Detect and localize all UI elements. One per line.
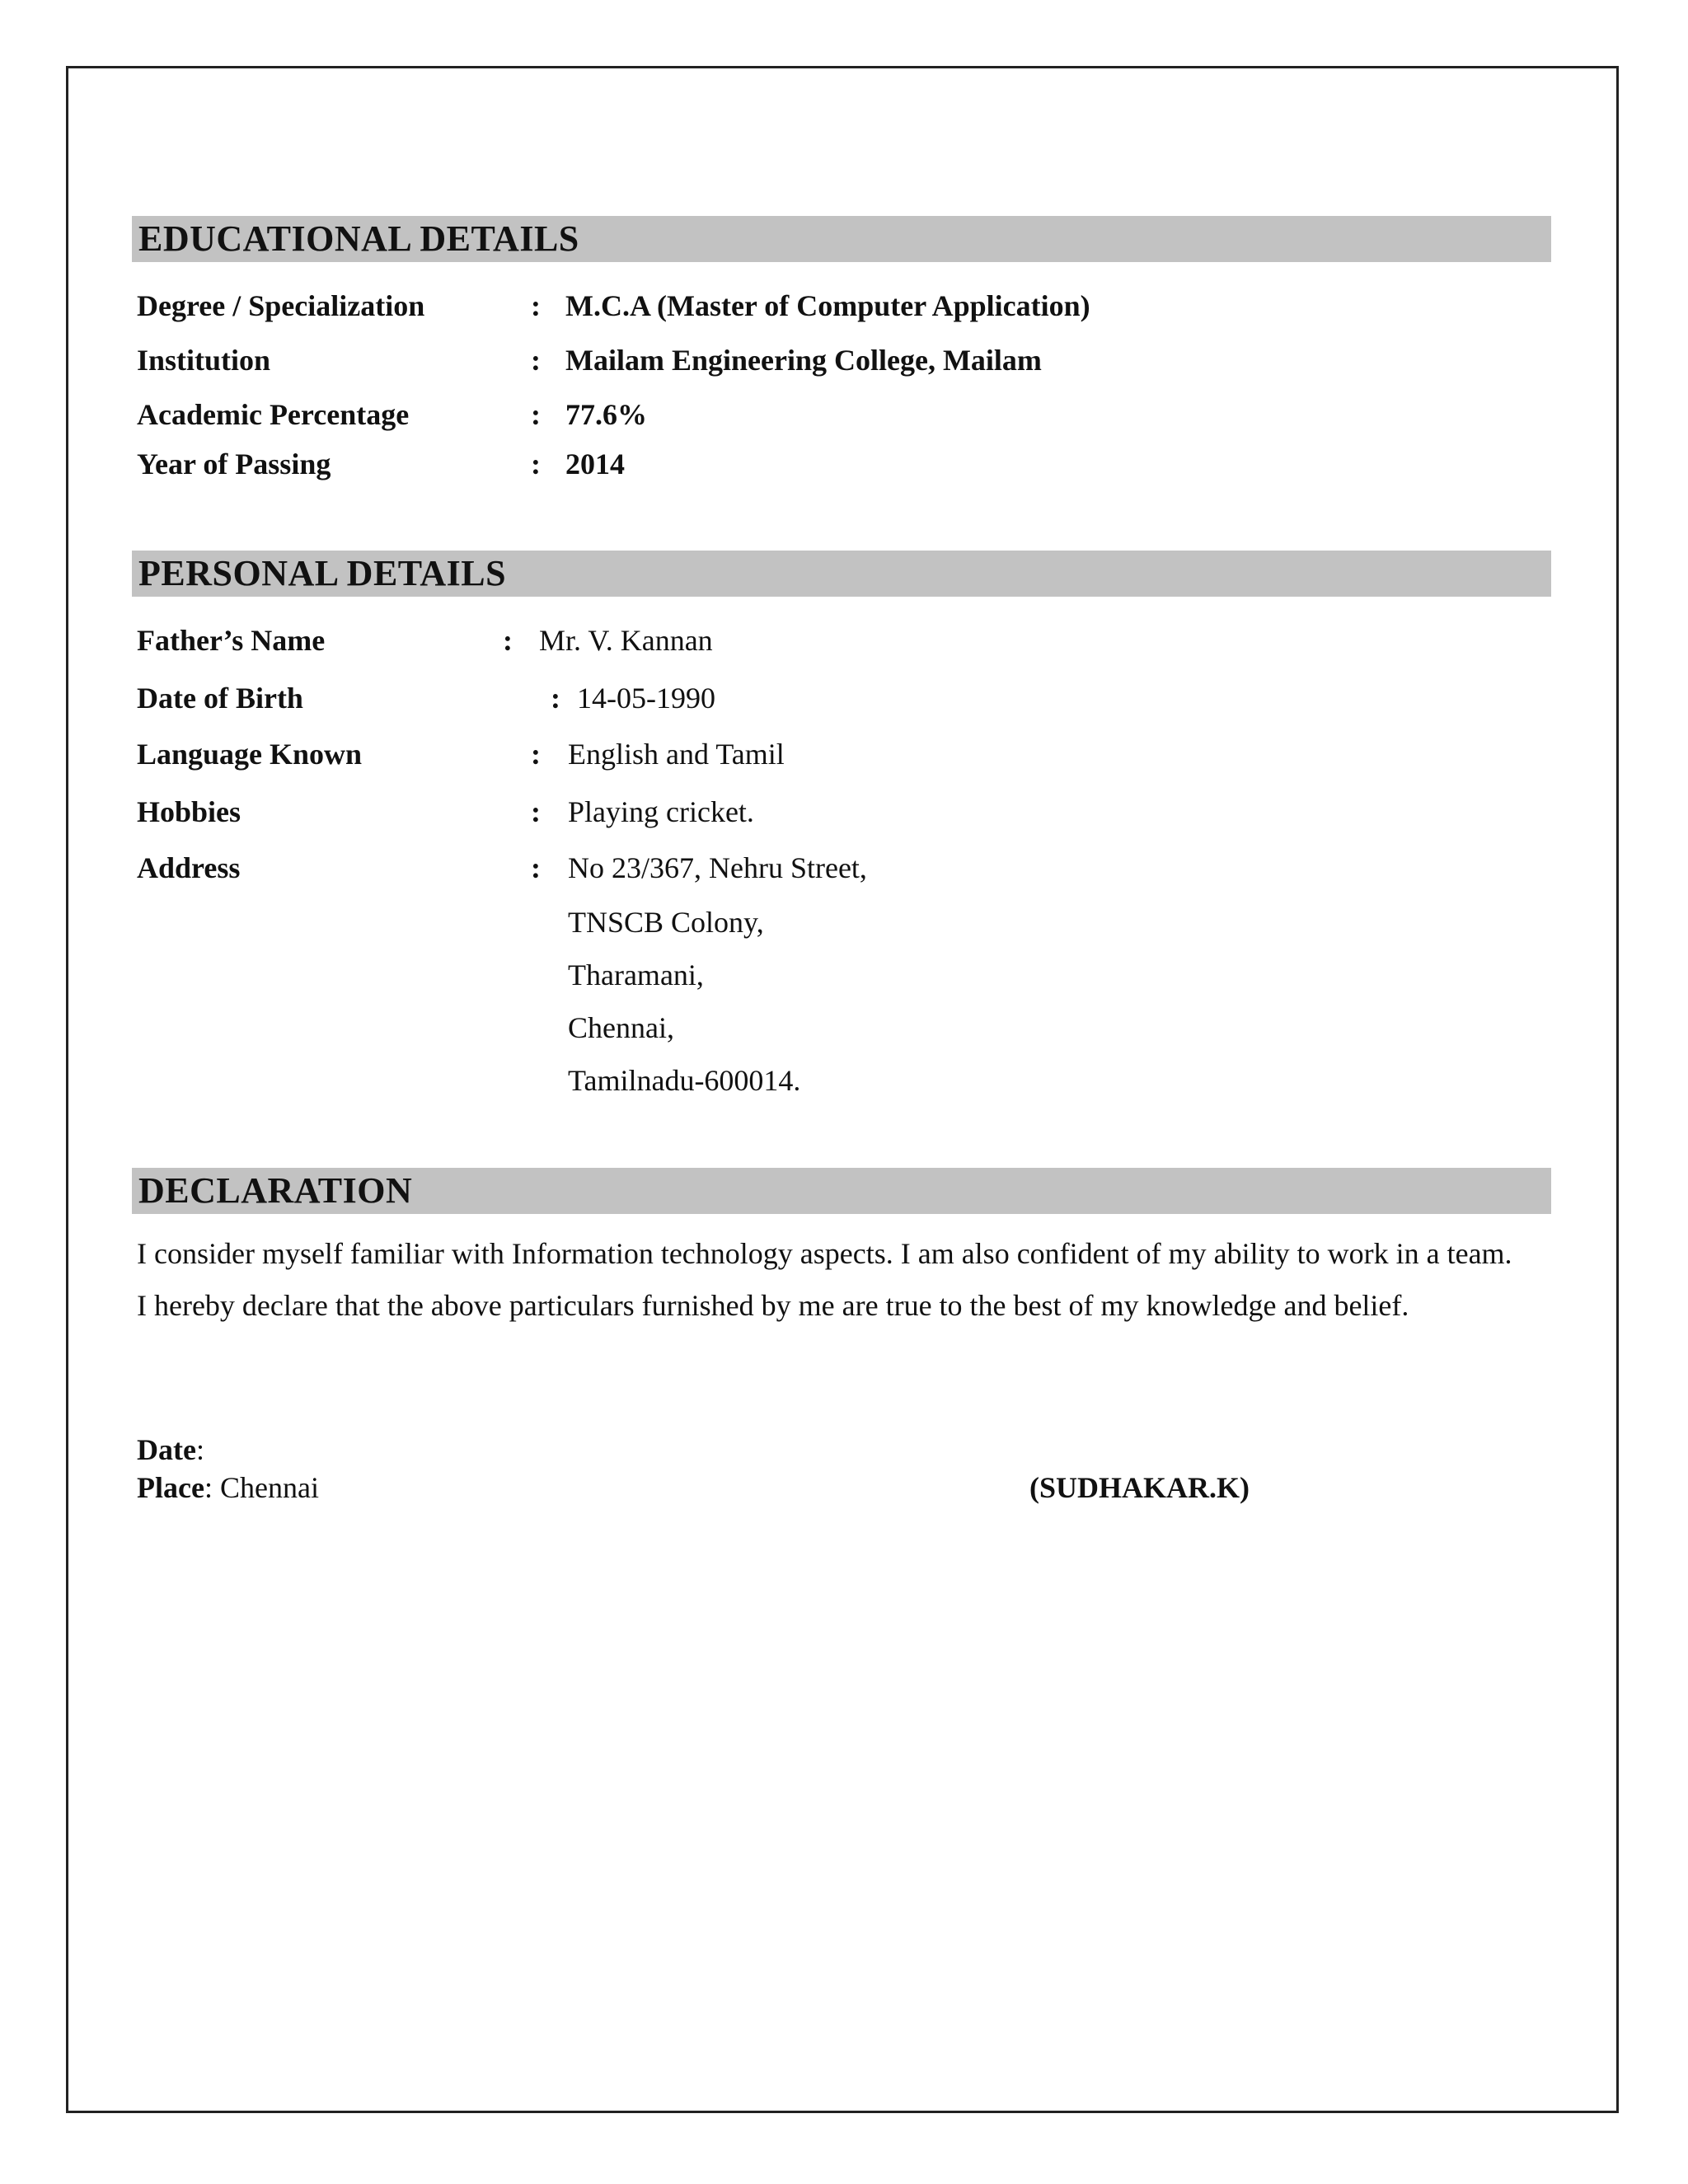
address-line-2: TNSCB Colony,: [568, 906, 764, 939]
year-colon: :: [531, 448, 541, 480]
signature-name: (SUDHAKAR.K): [1029, 1471, 1250, 1504]
institution-value: Mailam Engineering College, Mailam: [565, 344, 1042, 377]
hobbies-value: Playing cricket.: [568, 795, 754, 828]
hobbies-label: Hobbies: [137, 795, 241, 828]
address-line-4: Chennai,: [568, 1011, 674, 1044]
declaration-section-header: [132, 1168, 1551, 1214]
personal-section-title: PERSONAL DETAILS: [138, 553, 507, 593]
language-value: English and Tamil: [568, 738, 785, 771]
address-line-5: Tamilnadu-600014.: [568, 1064, 801, 1097]
dob-label: Date of Birth: [137, 682, 303, 715]
address-line-1: No 23/367, Nehru Street,: [568, 851, 867, 884]
percentage-colon: :: [531, 398, 541, 431]
place-label: Place: [137, 1471, 204, 1504]
percentage-value: 77.6%: [565, 398, 647, 431]
declaration-line-2: I hereby declare that the above particulars furnished by me are true to the best of my knowledge and belief.: [137, 1289, 1409, 1322]
date-line: [137, 1432, 204, 1467]
year-label: Year of Passing: [137, 448, 331, 480]
year-value: 2014: [565, 448, 625, 480]
institution-colon: :: [531, 344, 541, 377]
degree-value: M.C.A (Master of Computer Application): [565, 289, 1090, 322]
education-section-title: EDUCATIONAL DETAILS: [138, 218, 579, 259]
declaration-line-1: I consider myself familiar with Information technology aspects. I am also confident of my ability to work in a team.: [137, 1237, 1512, 1270]
address-colon: :: [531, 851, 541, 884]
dob-value: 14-05-1990: [577, 682, 715, 715]
address-line-3: Tharamani,: [568, 958, 704, 991]
father-name-value: Mr. V. Kannan: [539, 624, 713, 657]
education-section-header: [132, 216, 1551, 262]
language-colon: :: [531, 738, 541, 771]
degree-colon: :: [531, 289, 541, 322]
father-name-colon: :: [503, 624, 513, 657]
declaration-section-title: DECLARATION: [138, 1170, 413, 1211]
father-name-label: Father’s Name: [137, 624, 326, 657]
institution-label: Institution: [137, 344, 271, 377]
language-label: Language Known: [137, 738, 363, 771]
hobbies-colon: :: [531, 795, 541, 828]
date-separator: :: [195, 1433, 204, 1466]
place-line: [137, 1470, 319, 1505]
address-label: Address: [137, 851, 241, 884]
place-value: Chennai: [219, 1471, 319, 1504]
place-separator: :: [204, 1471, 220, 1504]
dob-colon: :: [551, 682, 560, 715]
degree-label: Degree / Specialization: [137, 289, 425, 322]
date-label: Date: [137, 1433, 196, 1466]
percentage-label: Academic Percentage: [137, 398, 410, 431]
personal-section-header: [132, 551, 1551, 597]
